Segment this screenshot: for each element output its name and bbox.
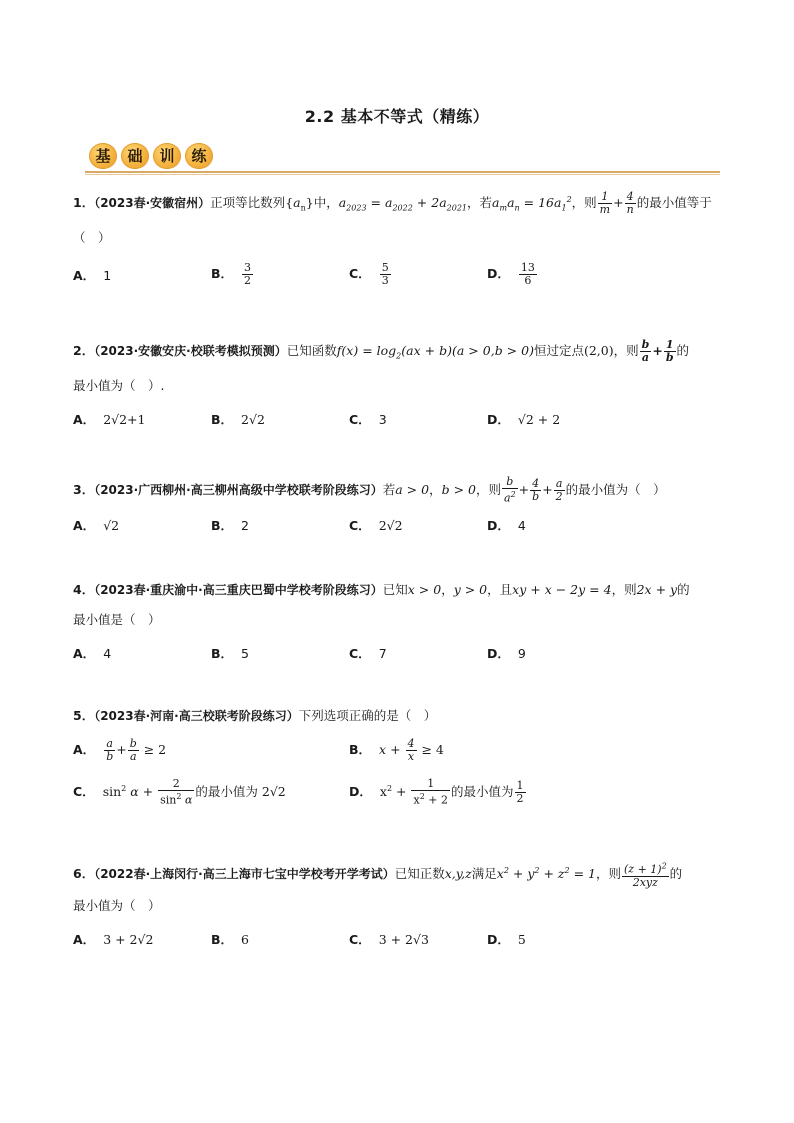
option-b[interactable]: B． 2√2 xyxy=(211,412,265,427)
formula: x,y,z xyxy=(444,865,472,881)
formula: 2x + y xyxy=(636,582,678,597)
formula: (2,0) xyxy=(583,343,614,358)
formula: $\{a_n\}$ xyxy=(285,195,314,213)
page-title: 2.2 基本不等式（精练） xyxy=(304,107,490,126)
formula-fraction: $\frac{1}{m}$ xyxy=(599,190,611,217)
formula: a > 0 xyxy=(395,481,430,497)
formula-fraction: $\frac{b}{a}$ xyxy=(641,338,650,364)
question-text: ， xyxy=(441,582,454,597)
question-source: （2023春·重庆渝中·高三重庆巴蜀中学校考阶段练习） xyxy=(94,583,383,597)
question-text: 中， xyxy=(313,195,339,211)
question-text: ， xyxy=(429,481,442,497)
option-d[interactable]: D． 4 xyxy=(487,518,526,533)
option-c[interactable]: C． 3 + 2√3 xyxy=(349,932,429,947)
option-d[interactable]: D． √2 + 2 xyxy=(487,412,561,427)
option-text: √2 xyxy=(103,518,120,533)
option-a[interactable]: A． 1 xyxy=(73,268,112,283)
question-text: 已知 xyxy=(382,582,408,597)
option-text: 9 xyxy=(517,646,526,661)
option-a[interactable]: A． 2√2+1 xyxy=(73,412,146,427)
question-text: ，则 xyxy=(595,865,621,881)
question-text: 的 xyxy=(676,343,690,358)
question-text: 的最小值为（ ） xyxy=(565,481,666,497)
option-a[interactable]: A． $\frac{a}{b}$ + $\frac{b}{a}$ ≥ 2 xyxy=(73,737,167,763)
formula-fraction: $\frac{b}{a^2}$ xyxy=(504,475,516,505)
option-b[interactable]: B． $\frac{3}{2}$ xyxy=(211,261,252,287)
question-source: （2022春·上海闵行·高三上海市七宝中学校考开学考试） xyxy=(94,866,395,881)
option-text: 3 + 2√3 xyxy=(378,932,429,947)
question-text: 的最小值等于 xyxy=(636,195,712,211)
option-b[interactable]: B． 2 xyxy=(211,518,249,533)
option-c[interactable]: C． $\sin^2 \alpha$ + $\frac{2}{\sin^2 \alpha}$ 的最小值为 2√2 xyxy=(73,777,286,807)
formula-fraction: $\frac{5}{3}$ xyxy=(381,261,389,287)
question-text: 的 xyxy=(677,582,690,597)
question-text: ，则 xyxy=(611,582,637,597)
question-source: （2023春·安徽宿州） xyxy=(94,196,211,211)
formula-fraction: $\frac{1}{2}$ xyxy=(516,778,524,805)
option-d[interactable]: D． 9 xyxy=(487,646,526,661)
formula-fraction: $\frac{4}{b}$ xyxy=(532,476,540,503)
option-c[interactable]: C． $\frac{5}{3}$ xyxy=(349,261,389,287)
question-text: 正项等比数列 xyxy=(210,195,286,211)
option-d[interactable]: D． 5 xyxy=(487,932,526,947)
formula-fraction: $\frac{2}{\sin^2 \alpha}$ xyxy=(160,777,193,807)
formula: b > 0 xyxy=(441,481,476,497)
question-source: （2023春·河南·高三校联考阶段练习） xyxy=(94,709,299,723)
option-text: 的最小值为 xyxy=(195,783,258,799)
option-text: √2 + 2 xyxy=(517,412,561,427)
option-text: 5 xyxy=(241,646,249,661)
option-text: 2√2+1 xyxy=(103,412,146,427)
formula-fraction: $\frac{b}{a}$ xyxy=(129,737,137,763)
formula-fraction: $\frac{1}{b}$ xyxy=(665,338,674,364)
option-d[interactable]: D． $\frac{13}{6}$ xyxy=(487,261,535,287)
question-text: ，且 xyxy=(487,582,513,597)
formula: $a_ma_n = 16a_1^2$ xyxy=(492,195,572,213)
option-text: 6 xyxy=(241,932,249,947)
option-text: 3 + 2√2 xyxy=(103,932,154,947)
option-a[interactable]: A． 4 xyxy=(73,646,112,661)
question-text: 恒过定点 xyxy=(533,343,584,358)
option-d[interactable]: D． $x^2$ + $\frac{1}{x^2 + 2}$ 的最小值为 $\frac{1}{2}$ xyxy=(349,777,524,807)
question-number: 1． xyxy=(73,195,95,211)
option-text: 1 xyxy=(103,268,112,283)
option-c[interactable]: C． 7 xyxy=(349,646,387,661)
question-2-line2: 最小值为（ ）. xyxy=(73,378,165,393)
question-number: 2． xyxy=(73,343,95,358)
question-text: 满足 xyxy=(471,865,497,881)
question-number: 4． xyxy=(73,582,95,597)
question-5 xyxy=(73,706,436,726)
banner-char-4: 练 xyxy=(185,143,213,169)
option-text: 4 xyxy=(103,646,112,661)
formula: y > 0 xyxy=(453,582,488,597)
question-1: 1．（2023春·安徽宿州）正项等比数列$\{a_n\}$中，$a_{2023} = a_{2022} + 2a_{2021}$，若$a_ma_n = 16a_1^2$，则 $\frac{1}{m}$ + $\frac{4}{n}$ 的最小值等于 xyxy=(73,190,712,217)
banner-char-2: 础 xyxy=(121,143,149,169)
banner-rule-thin xyxy=(85,174,720,175)
option-text: 2 xyxy=(241,518,249,533)
banner-rule xyxy=(85,171,720,173)
question-text: ，则 xyxy=(571,195,597,211)
question-2: 2．（2023·安徽安庆·校联考模拟预测）已知函数$f(x) = \log_2(ax + b)(a > 0,b > 0)$恒过定点(2,0)，则 $\frac{b}{a}$ + $\frac{1}{b}$ 的 xyxy=(73,338,690,364)
banner-char-3: 训 xyxy=(153,143,181,169)
formula: $f(x) = \log_2(ax + b)(a > 0,b > 0)$ xyxy=(336,343,534,361)
question-text: ，若 xyxy=(467,195,493,211)
question-text: 若 xyxy=(382,481,396,497)
option-b[interactable]: B． 6 xyxy=(211,932,249,947)
option-b[interactable]: B． 5 xyxy=(211,646,249,661)
option-text: 5 xyxy=(517,932,526,947)
question-4-line2: 最小值是（ ） xyxy=(73,612,161,627)
question-6 xyxy=(73,860,682,889)
formula: $a_{2023} = a_{2022} + 2a_{2021}$ xyxy=(338,195,467,213)
option-text: 的最小值为 xyxy=(451,783,514,799)
question-3: 3．（2023·广西柳州·高三柳州高级中学校联考阶段练习）若a > 0，b > 0，则 $\frac{b}{a^2}$ + $\frac{4}{b}$ + $\frac{a}{2}$ 的最小值为（ ） xyxy=(73,475,666,505)
formula: x > 0 xyxy=(407,582,442,597)
question-text: 已知正数 xyxy=(394,865,445,881)
formula-fraction: $\frac{4}{x}$ xyxy=(407,737,415,763)
question-number: 3． xyxy=(73,481,95,497)
formula-fraction: $\frac{3}{2}$ xyxy=(244,261,252,287)
option-text: 4 xyxy=(517,518,526,533)
option-c[interactable]: C． 3 xyxy=(349,412,387,427)
formula-fraction: $\frac{(z + 1)^2}{\text{2xyz}}$ xyxy=(623,861,667,889)
formula: xy + x − 2y = 4 xyxy=(512,582,612,597)
option-text: 3 xyxy=(378,412,387,427)
question-text: ，则 xyxy=(613,343,639,358)
formula-fraction: $\frac{a}{2}$ xyxy=(555,476,563,503)
question-number: 5． xyxy=(73,708,95,723)
option-c[interactable]: C． 2√2 xyxy=(349,518,403,533)
question-source: （2023·广西柳州·高三柳州高级中学校联考阶段练习） xyxy=(94,482,383,497)
question-source: （2023·安徽安庆·校联考模拟预测） xyxy=(94,344,287,358)
option-text: 2√2 xyxy=(378,518,403,533)
option-a[interactable]: A． 3 + 2√2 xyxy=(73,932,154,947)
option-a[interactable]: A． √2 xyxy=(73,518,120,533)
formula-fraction: $\frac{4}{n}$ xyxy=(626,190,634,217)
formula-fraction: $\frac{a}{b}$ xyxy=(106,737,114,763)
question-text: 的 xyxy=(669,865,683,881)
option-text: 7 xyxy=(378,646,387,661)
banner-char-1: 基 xyxy=(89,143,117,169)
option-b[interactable]: B． x + $\frac{4}{x}$ ≥ 4 xyxy=(349,737,444,763)
question-number: 6． xyxy=(73,865,95,881)
question-text: 已知函数 xyxy=(286,343,337,358)
question-6-line2: 最小值为（ ） xyxy=(73,898,161,913)
option-text: 2√2 xyxy=(241,412,265,427)
question-text: ，则 xyxy=(475,481,501,497)
formula-fraction: $\frac{13}{6}$ xyxy=(520,261,535,287)
question-1-paren: （ ） xyxy=(73,230,111,245)
question-4 xyxy=(73,580,690,600)
section-banner xyxy=(85,140,720,176)
question-text: 下列选项正确的是（ ） xyxy=(298,708,437,723)
formula-fraction: $\frac{1}{x^2 + 2}$ xyxy=(413,777,448,807)
formula: $x^2 + y^2 + z^2 = 1$ xyxy=(496,865,596,881)
